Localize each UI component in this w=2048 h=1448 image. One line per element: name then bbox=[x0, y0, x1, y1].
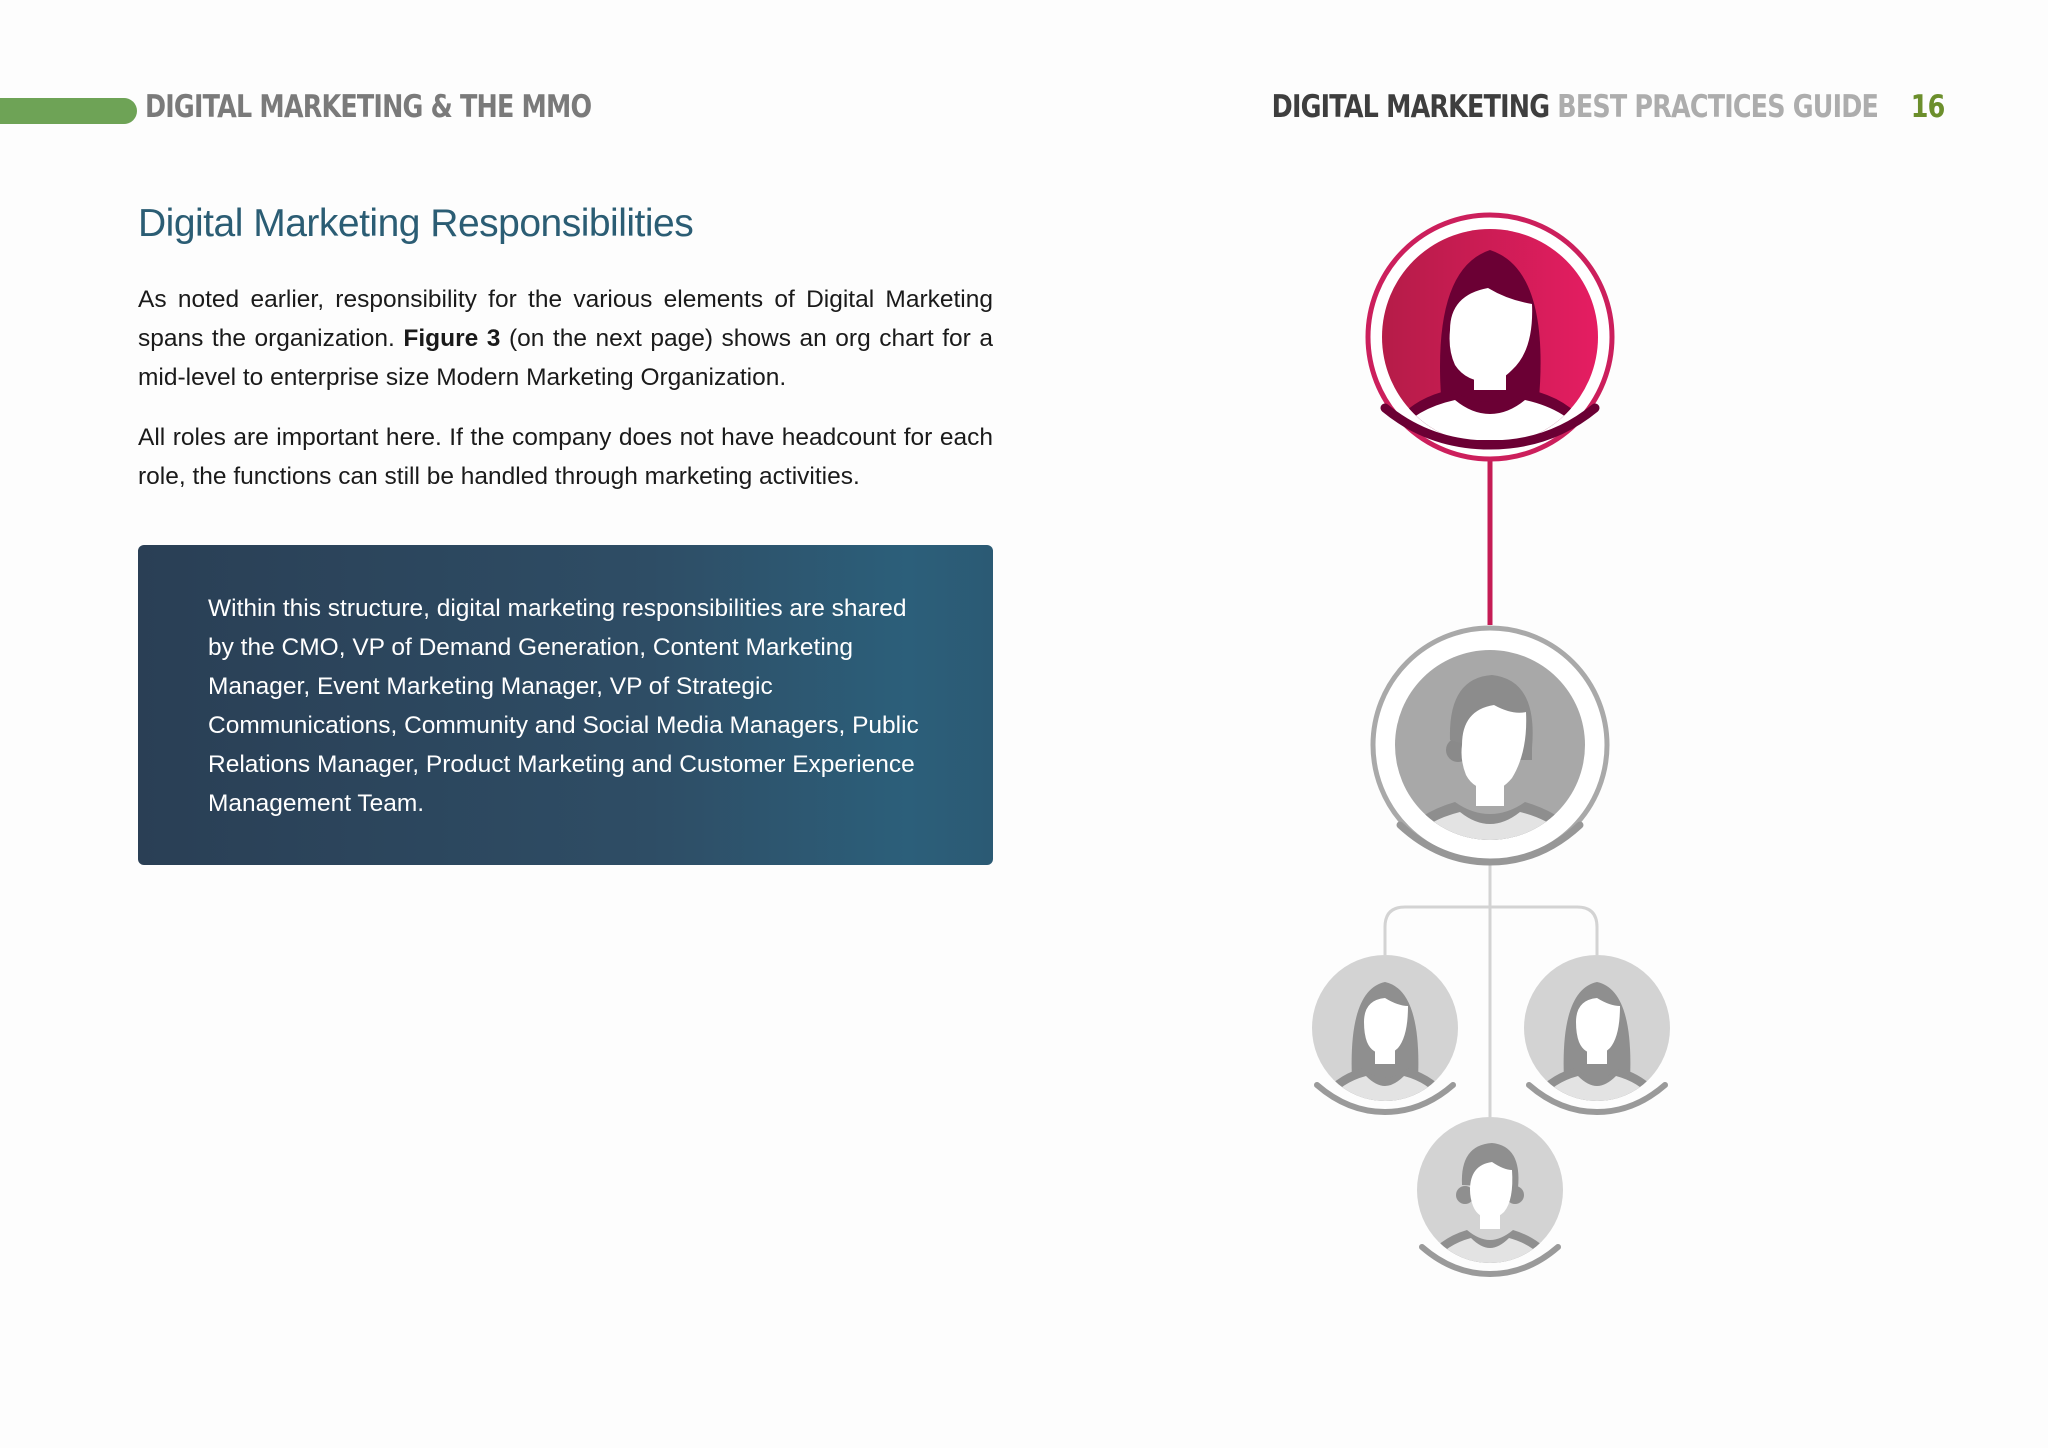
org-chart-illustration bbox=[1290, 200, 1710, 1280]
figure-reference: Figure 3 bbox=[403, 325, 501, 352]
guide-title-strong: DIGITAL MARKETING bbox=[1271, 89, 1549, 125]
intro-text-start: As noted earlier, responsibility for the various elements of Digital Marketing spans the organization. bbox=[138, 286, 993, 352]
intro-paragraph bbox=[138, 280, 993, 397]
avatar-female-icon bbox=[1368, 215, 1612, 459]
guide-title-light: BEST PRACTICES GUIDE bbox=[1556, 89, 1878, 125]
page-number: 16 bbox=[1910, 89, 1944, 125]
header-guide-title bbox=[1271, 89, 1944, 125]
avatar-female-icon bbox=[1524, 955, 1670, 1112]
avatar-female-icon bbox=[1373, 628, 1607, 862]
page-title: Digital Marketing Responsibilities bbox=[138, 202, 694, 245]
avatar-male-icon bbox=[1417, 1117, 1563, 1274]
roles-paragraph: All roles are important here. If the company does not have headcount for each role, the functions can still be handled through marketing activities. bbox=[138, 424, 993, 490]
callout-text: Within this structure, digital marketing responsibilities are shared by the CMO, VP of Demand Generation, Content Marketing Manager, Event Marketing Manager, VP of Strategic Communications, Community and Social Media Managers, Public Relations Manager, Product Marketing and Customer Experience Management Team. bbox=[208, 595, 919, 817]
header-section-label: DIGITAL MARKETING & THE MMO bbox=[145, 89, 592, 125]
avatar-female-icon bbox=[1312, 955, 1458, 1112]
callout-box bbox=[138, 545, 993, 865]
header-accent-bar bbox=[0, 98, 137, 124]
intro-text-end: (on the next page) shows an org chart for a mid-level to enterprise size Modern Marketing Organization. bbox=[138, 325, 994, 391]
